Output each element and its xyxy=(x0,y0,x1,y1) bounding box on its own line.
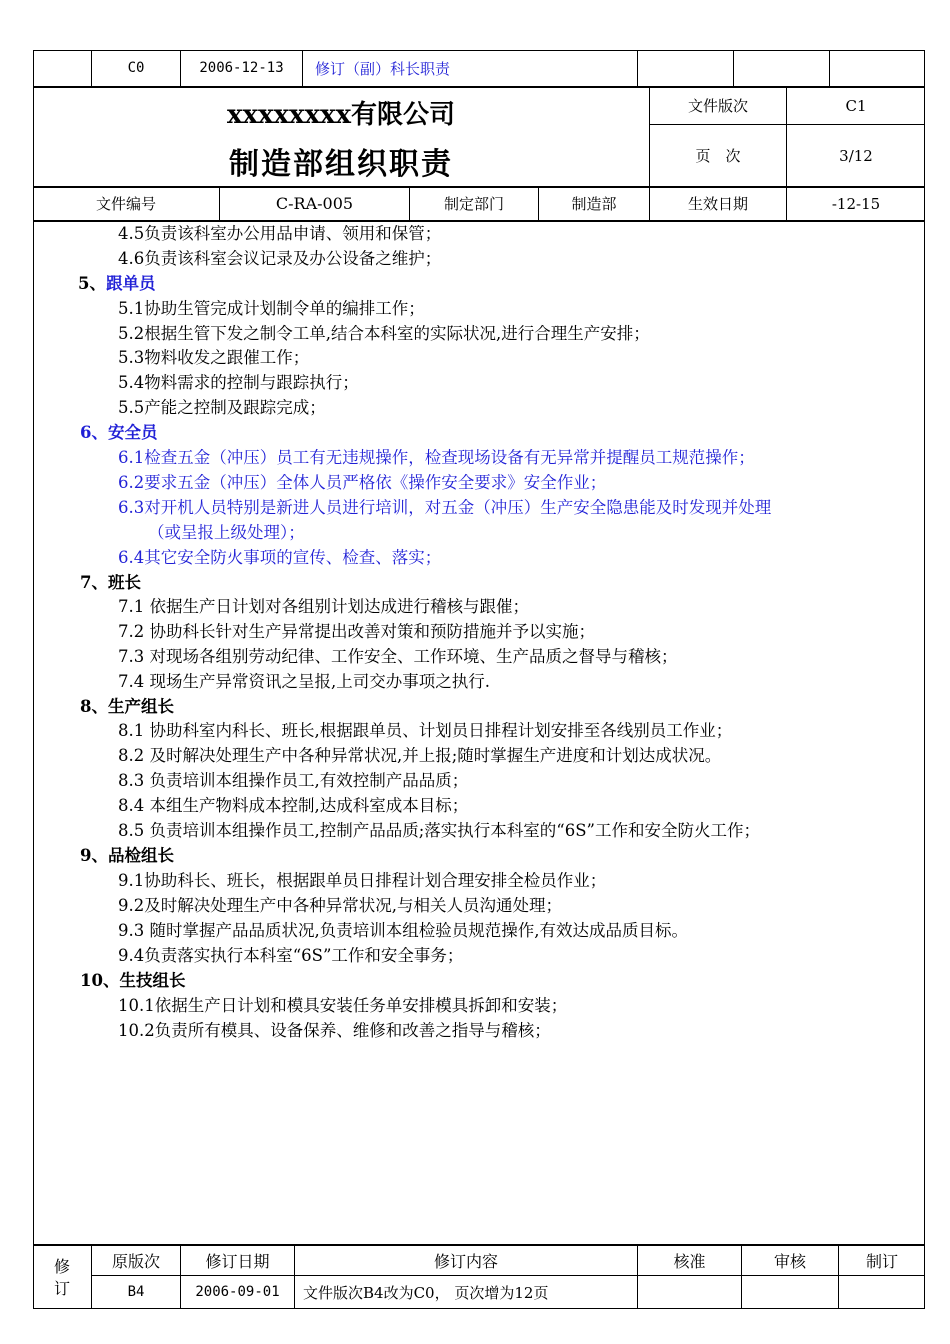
rule xyxy=(829,50,830,86)
list-item: 8.2 及时解决处理生产中各种异常状况,并上报;随时掌握生产进度和计划达成状况。 xyxy=(118,746,722,765)
row-date: 2006-09-01 xyxy=(195,1284,280,1300)
col-approve: 核准 xyxy=(673,1251,706,1271)
version-label: 文件版次 xyxy=(687,97,748,115)
list-item: 5.3物料收发之跟催工作； xyxy=(118,348,310,367)
section-number: 5、 xyxy=(78,274,106,293)
list-item: 6.4其它安全防火事项的宣传、检查、落实； xyxy=(118,548,442,567)
dept-label: 制定部门 xyxy=(443,195,504,213)
list-item: 8.5 负责培训本组操作员工,控制产品品质;落实执行本科室的“6S”工作和安全防火工作； xyxy=(118,821,760,840)
col-prepare: 制订 xyxy=(865,1251,898,1271)
rule xyxy=(733,50,734,86)
list-item: 7.3 对现场各组别劳动纪律、工作安全、工作环境、生产品质之督导与稽核； xyxy=(118,647,678,666)
section-heading-8: 8、生产组长 xyxy=(80,697,174,716)
list-item: 6.2要求五金（冲压）全体人员严格依《操作安全要求》安全作业； xyxy=(118,473,607,492)
top-revision-version: C0 xyxy=(127,60,145,76)
effective-value: -12-15 xyxy=(831,194,881,213)
section-heading-7: 7、班长 xyxy=(80,573,141,592)
side-label-char: 订 xyxy=(53,1279,70,1298)
list-item: 7.1 依据生产日计划对各组别计划达成进行稽核与跟催； xyxy=(118,597,529,616)
list-item: 9.4负责落实执行本科室“6S”工作和安全事务； xyxy=(118,946,464,965)
page-label: 页 次 xyxy=(695,147,741,165)
row-version: B4 xyxy=(127,1284,145,1300)
list-item-continuation: （或呈报上级处理）； xyxy=(148,523,305,542)
section-heading-10: 10、生技组长 xyxy=(80,971,186,990)
section-title: 跟单员 xyxy=(105,274,156,293)
section-heading-5 xyxy=(78,273,155,295)
list-item: 4.6负责该科室会议记录及办公设备之维护； xyxy=(118,249,442,268)
list-item: 5.5产能之控制及跟踪完成； xyxy=(118,398,326,417)
col-orig-version: 原版次 xyxy=(111,1251,160,1271)
revision-side-label xyxy=(33,1250,91,1306)
section-heading-6: 6、安全员 xyxy=(80,423,158,442)
list-item: 7.4 现场生产异常资讯之呈报,上司交办事项之执行. xyxy=(118,672,490,691)
doc-no-value: C-RA-005 xyxy=(275,194,354,213)
list-item: 9.1协助科长、班长，根据跟单员日排程计划合理安排全检员作业； xyxy=(118,871,607,890)
effective-label: 生效日期 xyxy=(687,195,748,213)
col-rev-content: 修订内容 xyxy=(433,1251,498,1271)
rule xyxy=(33,220,925,222)
top-revision-date: 2006-12-13 xyxy=(199,60,284,76)
list-item: 6.1检查五金（冲压）员工有无违规操作，检查现场设备有无异常并提醒员工规范操作； xyxy=(118,448,755,467)
doc-no-label: 文件编号 xyxy=(95,195,156,213)
company-name: xxxxxxxx有限公司 xyxy=(226,99,455,130)
side-label-char: 修 xyxy=(53,1257,70,1276)
list-item: 5.1协助生管完成计划制令单的编排工作； xyxy=(118,299,425,318)
list-item: 10.2负责所有模具、设备保养、维修和改善之指导与稽核； xyxy=(118,1021,551,1040)
list-item: 10.1依据生产日计划和模具安装任务单安排模具拆卸和安装； xyxy=(118,996,568,1015)
version-value: C1 xyxy=(845,96,867,115)
col-rev-date: 修订日期 xyxy=(205,1251,270,1271)
dept-value: 制造部 xyxy=(571,195,617,213)
row-content: 文件版次B4改为C0， 页次增为12页 xyxy=(303,1283,549,1302)
list-item: 8.4 本组生产物料成本控制,达成科室成本目标； xyxy=(118,796,469,815)
col-review: 审核 xyxy=(773,1251,806,1271)
list-item: 6.3对开机人员特别是新进人员进行培训，对五金（冲压）生产安全隐患能及时发现并处理 xyxy=(118,498,772,517)
list-item: 9.2及时解决处理生产中各种异常状况,与相关人员沟通处理； xyxy=(118,896,562,915)
list-item: 7.2 协助科长针对生产异常提出改善对策和预防措施并予以实施； xyxy=(118,622,595,641)
top-revision-content: 修订（副）科长职责 xyxy=(315,59,451,78)
list-item: 8.3 负责培训本组操作员工,有效控制产品品质； xyxy=(118,771,469,790)
list-item: 9.3 随时掌握产品品质状况,负责培训本组检验员规范操作,有效达成品质目标。 xyxy=(118,921,688,940)
page-value: 3/12 xyxy=(839,146,873,165)
document-title: 制造部组织职责 xyxy=(229,147,453,182)
section-heading-9: 9、品检组长 xyxy=(80,846,174,865)
list-item: 4.5负责该科室办公用品申请、领用和保管； xyxy=(118,224,442,243)
list-item: 5.2根据生管下发之制令工单,结合本科室的实际状况,进行合理生产安排； xyxy=(118,324,650,343)
list-item: 5.4物料需求的控制与跟踪执行； xyxy=(118,373,359,392)
list-item: 8.1 协助科室内科长、班长,根据跟单员、计划员日排程计划安排至各线别员工作业； xyxy=(118,721,733,740)
